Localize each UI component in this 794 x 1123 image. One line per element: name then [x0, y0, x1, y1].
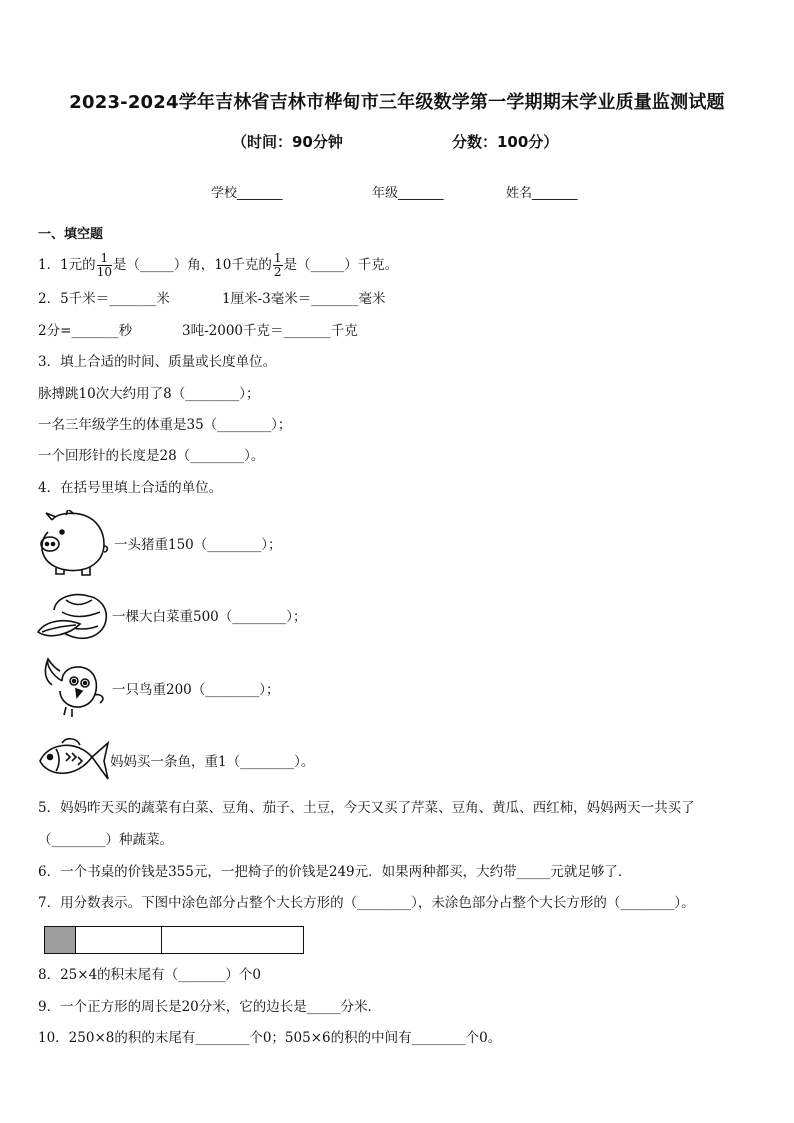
question-6: 6．一个书桌的价钱是355元，一把椅子的价钱是249元．如果两种都买，大约带_____元就足够了． — [38, 864, 632, 880]
question-1 — [38, 252, 398, 279]
section-title: 一、填空题 — [38, 227, 104, 242]
q1-text-c: 是（_____）千克。 — [283, 257, 399, 273]
question-3: 3．填上合适的时间、质量或长度单位。 — [38, 354, 277, 370]
cabbage-icon — [36, 590, 110, 646]
question-3c: 一个回形针的长度是28（________）。 — [38, 448, 265, 464]
question-3a: 脉搏跳10次大约用了8（________）； — [38, 386, 260, 402]
fraction-1-10: $\frac{1}{10}$ — [96, 251, 112, 279]
question-2b: 1厘米-3毫米＝_______毫米 — [222, 291, 386, 307]
question-5b: （________）种蔬菜。 — [38, 832, 173, 848]
question-5a: 5．妈妈昨天买的蔬菜有白菜、豆角、茄子、土豆，今天又买了芹菜、豆角、黄瓜、西红柿，妈妈两天一共买了 — [38, 800, 695, 816]
unshaded-part-middle — [76, 927, 162, 953]
fraction-rectangle-figure — [44, 926, 304, 954]
pig-icon — [36, 510, 110, 576]
q1-text-b: 是（_____）角，10千克的 — [112, 257, 272, 273]
q1-text-a: 1．1元的 — [38, 257, 96, 273]
question-3b: 一名三年级学生的体重是35（________）； — [38, 417, 292, 433]
bird-icon — [36, 655, 110, 719]
school-field[interactable]: 学校_______ — [211, 186, 283, 201]
time-label: （时间：90分钟 — [232, 133, 343, 151]
question-4a: 一头猪重150（________）； — [114, 537, 282, 553]
question-4b: 一棵大白菜重500（________）； — [112, 609, 307, 625]
question-4c: 一只鸟重200（________）； — [112, 682, 280, 698]
page-title: 2023-2024学年吉林省吉林市桦甸市三年级数学第一学期期末学业质量监测试题 — [69, 92, 725, 113]
question-4d: 妈妈买一条鱼，重1（________）。 — [110, 754, 315, 770]
question-2a: 2．5千米＝_______米 — [38, 291, 170, 307]
question-4: 4．在括号里填上合适的单位。 — [38, 480, 223, 496]
question-2c: 2分=_______秒 — [38, 323, 133, 339]
fish-icon — [36, 735, 110, 785]
question-2d: 3吨-2000千克＝_______千克 — [182, 323, 358, 339]
shaded-part — [45, 927, 76, 953]
question-7: 7．用分数表示。下图中涂色部分占整个大长方形的（________），未涂色部分占整个大长方形的（________）。 — [38, 895, 695, 911]
fraction-1-2: $\frac{1}{2}$ — [273, 251, 282, 279]
question-8: 8．25×4的积末尾有（_______）个0 — [38, 967, 262, 983]
question-9: 9．一个正方形的周长是20分米，它的边长是_____分米． — [38, 999, 382, 1015]
score-label: 分数：100分） — [452, 133, 559, 151]
name-field[interactable]: 姓名_______ — [506, 186, 578, 201]
question-10: 10．250×8的积的末尾有________个0；505×6的积的中间有________个0。 — [38, 1030, 502, 1046]
grade-field[interactable]: 年级_______ — [372, 186, 444, 201]
